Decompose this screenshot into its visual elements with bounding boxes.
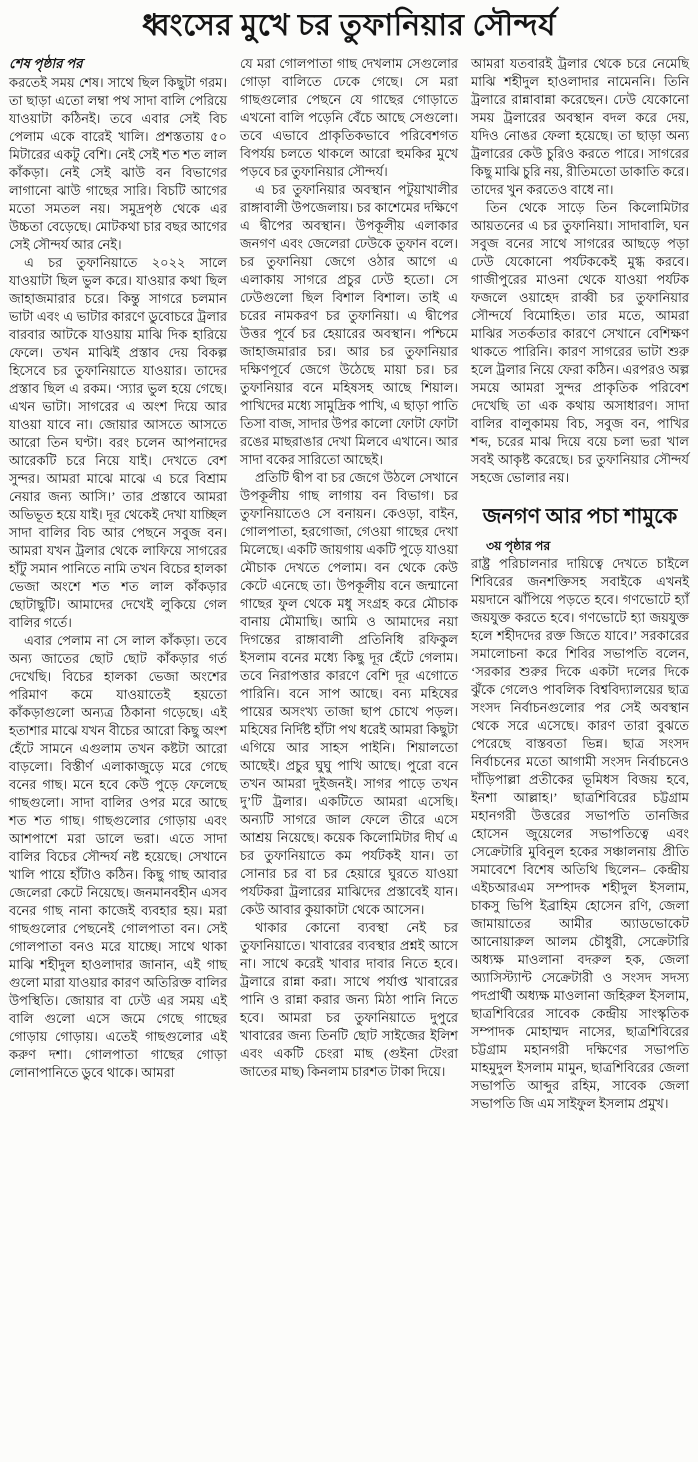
column-3 — [471, 55, 689, 1113]
paragraph: প্রতিটি দ্বীপ বা চর জেগে উঠলে সেখানে উপকূলীয় গাছ লাগায় বন বিভাগ। চর তুফানিয়াতেও সে বনায়ন। কেওড়া, বাইন, গোলপাতা, হরগোজা, গেওয়া গাছের দেখা মিলেছে। একটি জায়গায় একটি পুড়ে যাওয়া মৌচাক দেখতে পেলাম। বন থেকে কেউ কেটে এনেছে তা। উপকূলীয় বনে জন্মানো গাছের ফুল থেকে মধু সংগ্রহ করে মৌচাক বানায় মৌমাছি। আমি ও আমাদের নয়া দিগন্তের রাঙ্গাবালী প্রতিনিধি রফিকুল ইসলাম বনের মধ্যে কিছু দূর হেঁটে গেলাম। তবে নিরাপত্তার কারণে বেশি দূর এগোতে পারিনি। বনে সাপ আছে। বন্য মহিষের পায়ের অসংখ্য তাজা ছাপ চোখে পড়ল। মহিষের নির্দিষ্ট হাঁটা পথ ধরেই আমরা কিছুটা এগিয়ে আর সাহস পাইনি। শিয়ালতো আছেই। প্রচুর ঘুঘু পাখি আছে। পুরো বনে তখন আমরা দুইজনই। সাগর পাড়ে তখন দু’টি ট্রলার। একটিতে আমরা এসেছি। অন্যটি সাগরে জাল ফেলে তীরে এসে আশ্রয় নিয়েছে। কয়েক কিলোমিটার দীর্ঘ এ চর তুফানিয়াতে কম পর্যটকই যান। তা সোনার চর বা চর হেয়ারে ঘুরতে যাওয়া পর্যটকরা ট্রলারের মাঝিদের প্রস্তাবেই যান। কেউ আবার কুয়াকাটা থেকে আসেন। — [240, 470, 459, 918]
article1-headline: ধ্বংসের মুখে চর তুফানিয়ার সৌন্দর্য — [142, 9, 556, 42]
continued-from-note: শেষ পৃষ্ঠার পর — [9, 56, 83, 72]
paragraph: করতেই সময় শেষ। সাথে ছিল কিছুটা গরম। তা ছাড়া এতো লম্বা পথ সাদা বালি পেরিয়ে যাওয়াটা কঠিনই। তবে এবার সেই বিচ পেলাম একে বারেই খালি। প্রশস্ততায় ৫০ মিটারের একটু বেশি। নেই সেই শত শত লাল কাঁকড়া। নেই সেই ঝাউ বন বিভাগের লাগানো ঝাউ গাছের সারি। বিচটি আগের মতো সমতল নয়। সমুদ্রপৃষ্ঠ থেকে এর উচ্চতা বেড়েছে। মোটকথা চার বছর আগের সেই সৌন্দর্য আর নেই। — [9, 75, 227, 253]
paragraph: এ চর তুফানিয়াতে ২০২২ সালে যাওয়াটা ছিল ভুল করে। যাওয়ার কথা ছিল জাহাজমারার চরে। কিন্তু সাগরে চলমান ভাটা এবং এ ভাটার কারণে ডুবোচরে ট্রলার বারবার আটকে যাওয়ায় মাঝি দিক হারিয়ে ফেলে। তখন মাঝিই প্রস্তাব দেয় বিকল্প হিসেবে চর তুফানিয়াতে যাওয়ার। তাদের প্রস্তাব ছিল এ রকম। ‘স্যার ভুল হয়ে গেছে। এখন ভাটা। সাগরের এ অংশ দিয়ে আর যাওয়া যাবে না। জোয়ার আসতে আসতে আরো তিন ঘণ্টা। বরং চলেন আপনাদের আরেকটি চরে নিয়ে যাই। দেখতে বেশ সুন্দর। আমরা মাঝে মাঝে এ চরে বিশ্রাম নেয়ার জন্য আসি।’ তার প্রস্তাবে আমরা অভিভূত হয়ে যাই। দূর থেকেই দেখা যাচ্ছিল সাদা বালির বিচ আর পেছনে সবুজ বন। আমরা যখন ট্রলার থেকে লাফিয়ে সাগরের হাঁটু সমান পানিতে নামি তখন বিচের হালকা ভেজা অংশে শত শত লাল কাঁকড়ার ছোটাছুটি। আমাদের দেখেই লুকিয়ে গেল বালির গর্তে। — [9, 255, 227, 631]
paragraph: রাষ্ট্র পরিচালনার দায়িত্বে দেখতে চাইলে শিবিরের জনশক্তিসহ সবাইকে এখনই ময়দানে ঝাঁপিয়ে পড়তে হবে। গণভোটে হ্যাঁ জয়যুক্ত করতে হবে। গণভোটে হ্যা জয়যুক্ত হলে শহীদদের রক্ত জিতে যাবে।’ সরকারের সমালোচনা করে শিবির সভাপতি বলেন, ‘সরকার শুরুর দিকে একটা দলের দিকে ঝুঁকে গেলেও পাবলিক বিশ্ববিদ্যালয়ের ছাত্র সংসদ নির্বাচনগুলোর পর সেই অবস্থান থেকে সরে এসেছে। কারণ তারা বুঝতে পেরেছে বাস্তবতা ভিন্ন। ছাত্র সংসদ নির্বাচনের মতো আগামী সংসদ নির্বাচনেও দাঁড়িপাল্লা প্রতীকের ভূমিধস বিজয় হবে, ইনশা আল্লাহ।’ ছাত্রশিবিরের চট্টগ্রাম মহানগরী উত্তরের সভাপতি তানজির হোসেন জুয়েলের সভাপতিত্বে এবং সেক্রেটারি মুবিনুল হকের সঞ্চালনায় প্রীতি সমাবেশে বিশেষ অতিথি ছিলেন– কেন্দ্রীয় এইচআরএম সম্পাদক শহীদুল ইসলাম, চাকসু ভিপি ইব্রাহিম হোসেন রণি, জেলা জামায়াতের আমীর অ্যাডভোকেট আনোয়ারুল আলম চৌধুরী, সেক্রেটারি অধ্যক্ষ মাওলানা বদরুল হক, জেলা অ্যাসিস্ট্যান্ট সেক্রেটারী ও সংসদ সদস্য পদপ্রার্থী অধ্যক্ষ মাওলানা জহিরুল ইসলাম, ছাত্রশিবিরের সাবেক কেন্দ্রীয় সাংস্কৃতিক সম্পাদক মোহাম্মদ নাসের, ছাত্রশিবিরের চট্টগ্রাম মহানগরী দক্ষিণের সভাপতি মাহমুদুল ইসলাম মামুন, ছাত্রশিবিরের জেলা সভাপতি আব্দুর রহিম, সাবেক জেলা সভাপতি জি এম সাইফুল ইসলাম প্রমুখ। — [471, 555, 689, 1111]
paragraph: এবার পেলাম না সে লাল কাঁকড়া। তবে অন্য জাতের ছোট ছোট কাঁকড়ার গর্ত দেখেছি। বিচের হালকা ভেজা অংশের পরিমাণ কমে যাওয়াতেই হয়তো কাঁকড়াগুলো অন্যত্র ঠিকানা গড়েছে। এই হতাশার মাঝে যখন বীচের আরো কিছু অংশ হেঁটে সামনে এগুলাম তখন কষ্টটা আরো বাড়লো। বিস্তীর্ণ এলাকাজুড়ে মরে গেছে বনের গাছ। মনে হবে কেউ পুড়ে ফেলেছে গাছগুলো। সাদা বালির ওপর মরে আছে শত শত গাছ। গাছগুলোর গোড়ায় এবং আশপাশে মরা ডালে ভরা। এতে সাদা বালির বিচের সৌন্দর্য নষ্ট হয়েছে। সেখানে খালি পায়ে হাঁটাও কঠিন। কিছু গাছ আবার জেলেরা কেটে নিয়েছে। জনমানবহীন এসব বনের গাছ নানা কাজেই ব্যবহার হয়। মরা গাছগুলোর পেছনেই গোলপাতা বন। সেই গোলপাতা বনও মরে যাচ্ছে। সাথে থাকা মাঝি শহীদুল হাওলাদার জানান, এই গাছ গুলো মারা যাওয়ার কারণ অতিরিক্ত বালির উপস্থিতি। জোয়ার বা ঢেউ এর সময় এই বালি গুলো এসে জমে গেছে গাছের গোড়ায় গোড়ায়। এতেই গাছগুলোর এই করুণ দশা। গোলপাতা গাছের গোড়া লোনাপানিতে ডুবে থাকে। আমরা — [9, 633, 227, 1081]
paragraph: এ চর তুফানিয়ার অবস্থান পটুয়াখালীর রাঙ্গাবালী উপজেলায়। চর কাশেমের দক্ষিণে এ দ্বীপের অবস্থান। উপকূলীয় এলাকার জনগণ এবং জেলেরা ঢেউকে তুফান বলে। চর তুফানিয়া জেগে ওঠার আগে এ এলাকায় সাগরে প্রচুর ঢেউ হতো। সে ঢেউগুলো ছিল বিশাল বিশাল। তাই এ চরের নামকরণ চর তুফানিয়া। এ দ্বীপের উত্তর পূর্বে চর হেয়ারের অবস্থান। পশ্চিমে জাহাজমারার চর। আর চর তুফানিয়ার দক্ষিণপূর্বে জেগে উঠেছে মায়া চর। চর তুফানিয়ার বনে মহিষসহ আছে শিয়াল। পাখিদের মধ্যে সামুদ্রিক পাখি, এ ছাড়া পাতি তিসা বাজ, সাদার উপর কালো ফোটা ফোটা রঙের মাছরাঙার দেখা মিলবে এখানে। আর সাদা বকের সারিতো আছেই। — [240, 182, 458, 468]
column-1 — [9, 55, 227, 1082]
paragraph: আমরা যতবারই ট্রলার থেকে চরে নেমেছি মাঝি শহীদুল হাওলাদার নামেননি। তিনি ট্রলারে রান্নাবান্না করেছেন। ঢেউ যেকোনো সময় ট্রলারের অবস্থান বদল করে দেয়, যদিও নোঙর ফেলা হয়েছে। তা ছাড়া অন্য ট্রলারের কেউ চুরিও করতে পারে। সাগরের কিছু মাঝি চুরি নয়, রীতিমতো ডাকাতি করে। তাদের খুন করতেও বাধে না। — [471, 56, 689, 198]
article2-headline: জনগণ আর পচা শামুকে — [482, 504, 678, 529]
continued-from-note: ৩য় পৃষ্ঠার পর — [486, 538, 551, 553]
paragraph: যে মরা গোলপাতা গাছ দেখলাম সেগুলোর গোড়া বালিতে ঢেকে গেছে। সে মরা গাছগুলোর পেছনে যে গাছের গোড়াতে এখনো বালি পড়েনি বেঁচে আছে সেগুলো। তবে এভাবে প্রাকৃতিকভাবে পরিবেশগত বিপর্যয় চলতে থাকলে আরো হুমকির মুখে পড়বে চর তুফানিয়ার সৌন্দর্য। — [240, 56, 458, 180]
article-columns — [9, 55, 689, 1113]
paragraph: থাকার কোনো ব্যবস্থা নেই চর তুফানিয়াতে। খাবারের ব্যবস্থার প্রশ্নই আসে না। সাথে করেই খাবার দাবার নিতে হবে। ট্রলারে রান্না করা। সাথে পর্যাপ্ত খাবারের পানি ও রান্না করার জন্য মিঠা পানি নিতে হবে। আমরা চর তুফানিয়াতে দুপুরে খাবারের জন্য তিনটি ছোট সাইজের ইলিশ এবং একটি চেংরা মাছ (গুইনা টেংরা জাতের মাছ) কিনলাম চারশত টাকা দিয়ে। — [240, 920, 458, 1080]
column-2 — [240, 55, 458, 1081]
paragraph: তিন থেকে সাড়ে তিন কিলোমিটার আয়তনের এ চর তুফানিয়া। সাদাবালি, ঘন সবুজ বনের সাথে সাগরের আছড়ে পড়া ঢেউ যেকোনো পর্যটককেই মুগ্ধ করবে। গাজীপুরের মাওনা থেকে যাওয়া পর্যটক ফজলে ওয়াহেদ রাব্বী চর তুফানিয়ার সৌন্দর্যে বিমোহিত। তার মতে, আমরা মাঝির সতর্কতার কারণে সেখানে বেশিক্ষণ থাকতে পারিনি। কারণ সাগরের ভাটা শুরু হলে ট্রলার নিয়ে ফেরা কঠিন। এরপরও অল্প সময়ে আমরা সুন্দর প্রাকৃতিক পরিবেশ দেখেছি তা এক কথায় অসাধারণ। সাদা বালির বালুকাময় বিচ, সবুজ বন, পাখির শব্দ, চরের মাঝ দিয়ে বয়ে চলা ভরা খাল সবই আকৃষ্ট করেছে। চর তুফানিয়ার সৌন্দর্য সহজে ভোলার নয়। — [471, 200, 689, 486]
